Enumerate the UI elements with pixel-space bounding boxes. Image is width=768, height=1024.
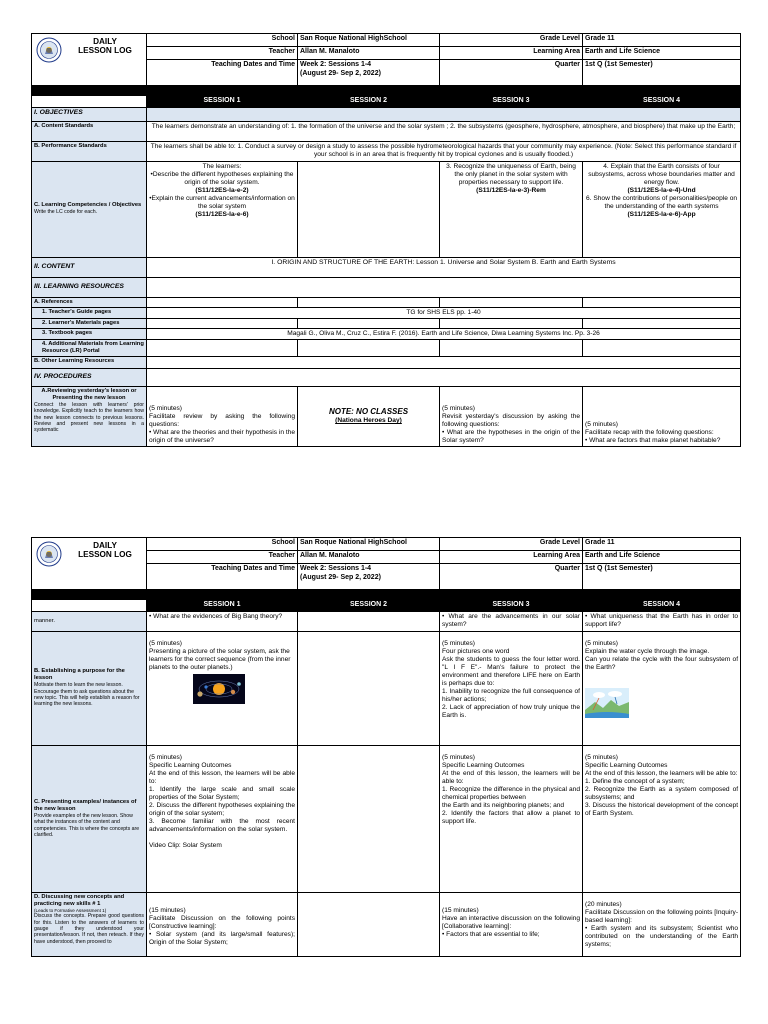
- header-table-2: [31, 537, 741, 590]
- discuss-session-3: [440, 892, 583, 956]
- title-line1: DAILY: [93, 37, 117, 46]
- school-value: San Roque National HighSchool: [298, 34, 440, 47]
- dates-line1: Week 2: Sessions 1-4: [300, 61, 372, 68]
- discuss-session-1: [147, 892, 298, 956]
- ex-s1-a: (5 minutes): [149, 753, 182, 761]
- purpose-session-2: [298, 631, 440, 745]
- purpose-s1-a: (5 minutes): [149, 639, 182, 647]
- session-3-header: SESSION 3: [440, 600, 583, 612]
- ex-s1-f: 3. Become familiar with the most recent advancements/information on the solar system.: [149, 817, 295, 833]
- purpose-label: [32, 631, 147, 745]
- purpose-session-4: [583, 631, 741, 745]
- purpose-s3-c: Ask the students to guess the four letter word. "L I F E".- Man's failure to protect the environment and therefore LIFE here on Earth is perhaps due to:: [442, 655, 580, 687]
- area-value: Earth and Life Science: [583, 47, 741, 60]
- ex-s1-g: Video Clip: Solar System: [149, 841, 222, 849]
- content-standards-text: The learners demonstrate an understanding of: 1. the formation of the universe and the solar system ; 2. the subsystems (geosphere, hydrosphere, atmosphere, and biosphere) that make up the Earth;: [147, 121, 741, 141]
- divider-bar: [32, 87, 741, 96]
- dates-value: [298, 564, 440, 590]
- ex-s3-d: 1. Recognize the difference in the physical and chemical properties between: [442, 785, 580, 801]
- content-text: I. ORIGIN AND STRUCTURE OF THE EARTH: Lesson 1. Universe and Solar System B. Earth and Earth Systems: [147, 257, 741, 277]
- teacher-label: Teacher: [147, 47, 298, 60]
- discuss-session-4: [583, 892, 741, 956]
- continued-s4: • What uniqueness that the Earth has in order to support life?: [583, 611, 741, 631]
- title-line2: LESSON LOG: [78, 46, 132, 56]
- dates-label: Teaching Dates and Time: [147, 564, 298, 590]
- ex-s3-b: Specific Learning Outcomes: [442, 761, 525, 769]
- lc-s4-c: 6. Show the contributions of personalities/people on the understanding of the earth systems: [586, 194, 738, 210]
- examples-sub-text: Provide examples of the new lesson. Show what the instances of the content and competencies. This is where the concepts are clarified.: [34, 812, 140, 838]
- textbook-label: 3. Textbook pages: [32, 328, 147, 339]
- lr-s4: [583, 339, 741, 356]
- header-table: [31, 33, 741, 86]
- discuss-tag-text: (Leads to Formative Assessment 1): [34, 907, 107, 913]
- ref-s4: [583, 297, 741, 307]
- purpose-s1-b: Presenting a picture of the solar system, ask the learners for the correct sequence (from the inner planets to the outer planets.): [149, 647, 291, 671]
- disc-s1-c: • Solar system (and its large/small features); Origin of the Solar System;: [149, 930, 295, 946]
- purpose-s3-a: (5 minutes): [442, 639, 475, 647]
- lc-s3-b: (S11/12ES-Ia-e-3)-Rem: [476, 186, 546, 194]
- quarter-label: Quarter: [440, 564, 583, 590]
- lesson-table-2: [31, 590, 741, 957]
- lc-session-1: [147, 161, 298, 257]
- quarter-value: 1st Q (1st Semester): [583, 60, 741, 86]
- ex-s1-b: Specific Learning Outcomes: [149, 761, 232, 769]
- procedures-fill: [147, 368, 741, 386]
- session-header-blank: [32, 600, 147, 612]
- holiday-note: (Nationa Heroes Day): [335, 417, 402, 425]
- purpose-s4-c: Can you relate the cycle with the four subsystem of the Earth?: [585, 655, 739, 671]
- disc-s3-c: • Factors that are essential to life;: [442, 930, 540, 938]
- review-session-4: [583, 386, 741, 446]
- ref-s2: [298, 297, 440, 307]
- performance-standards-label: B. Performance Standards: [32, 141, 147, 161]
- other-resources-label: B. Other Learning Resources: [32, 356, 147, 368]
- deped-seal-icon: [36, 541, 62, 567]
- ref-s1: [147, 297, 298, 307]
- ex-s4-a: (5 minutes): [585, 753, 618, 761]
- ex-s4-d: 1. Define the concept of a system;: [585, 777, 685, 785]
- tg-label: 1. Teacher's Guide pages: [32, 307, 147, 318]
- session-header-blank: [32, 96, 147, 108]
- session-4-header: SESSION 4: [583, 96, 741, 108]
- examples-session-2: [298, 745, 440, 892]
- examples-label-text: C. Presenting examples/ instances of the new lesson: [34, 798, 137, 812]
- lr-portal-label: 4. Additional Materials from Learning Resource (LR) Portal: [32, 339, 147, 356]
- content-standards-label: A. Content Standards: [32, 121, 147, 141]
- lc-s1-c: (S11/12ES-Ia-e-2): [195, 186, 249, 194]
- disc-s3-b: Have an interactive discussion on the following [Collaborative learning]:: [442, 914, 580, 930]
- review-sub-text: Connect the lesson with learners' prior knowledge. Explicitly teach to the learners how the new lesson connects to previous lessons. Review and present new lessons in a systematic: [34, 401, 144, 434]
- grade-value: Grade 11: [583, 538, 741, 551]
- session-2-header: SESSION 2: [298, 96, 440, 108]
- lm-s4: [583, 318, 741, 328]
- discuss-label-text: D. Discussing new concepts and practicing new skills # 1: [34, 893, 125, 907]
- procedures-heading: IV. PROCEDURES: [32, 368, 147, 386]
- title-line2: LESSON LOG: [78, 550, 132, 560]
- ex-s1-c: At the end of this lesson, the learners will be able to:: [149, 769, 295, 785]
- review-session-2: [298, 386, 440, 446]
- learning-resources-heading: III. LEARNING RESOURCES: [32, 277, 147, 297]
- purpose-s3-b: Four pictures one word: [442, 647, 510, 655]
- school-label: School: [147, 34, 298, 47]
- manner-cell: manner.: [32, 611, 147, 631]
- lc-s4-d: (S11/12ES-Ia-e-6)-App: [627, 210, 696, 218]
- area-label: Learning Area: [440, 47, 583, 60]
- ex-s3-c: At the end of this lesson, the learners will be able to:: [442, 769, 580, 785]
- lm-s2: [298, 318, 440, 328]
- solar-system-image: [193, 674, 245, 704]
- divider-bar: [32, 591, 741, 600]
- learning-competencies-label: [32, 161, 147, 257]
- dates-value: [298, 60, 440, 86]
- lm-label: 2. Learner's Materials pages: [32, 318, 147, 328]
- ex-s4-b: Specific Learning Outcomes: [585, 761, 668, 769]
- content-heading: II. CONTENT: [32, 257, 147, 277]
- disc-s1-a: (15 minutes): [149, 906, 186, 914]
- session-2-header: SESSION 2: [298, 600, 440, 612]
- examples-label: [32, 745, 147, 892]
- objectives-fill: [147, 107, 741, 121]
- review-s4-b: Facilitate recap with the following questions:: [585, 428, 714, 436]
- disc-s4-a: (20 minutes): [585, 900, 622, 908]
- lesson-log-page-2: [31, 537, 740, 957]
- continued-s1: • What are the evidences of Big Bang theory?: [147, 611, 298, 631]
- quarter-label: Quarter: [440, 60, 583, 86]
- review-s4-a: (5 minutes): [585, 420, 618, 428]
- other-resources-fill: [147, 356, 741, 368]
- ex-s4-f: 3. Discuss the historical development of the concept of Earth System.: [585, 801, 739, 817]
- session-1-header: SESSION 1: [147, 600, 298, 612]
- ex-s1-e: 2. Discuss the different hypotheses explaining the origin of the solar system;: [149, 801, 295, 817]
- dates-line1: Week 2: Sessions 1-4: [300, 565, 372, 572]
- area-value: Earth and Life Science: [583, 551, 741, 564]
- disc-s4-b: Facilitate Discussion on the following points [Inquiry-based learning]:: [585, 908, 739, 924]
- lc-s1-e: (S11/12ES-Ia-e-6): [195, 210, 249, 218]
- disc-s4-c: • Earth system and its subsystem; Scientist who contributed on the understanding of the Earth systems;: [585, 924, 739, 948]
- examples-session-1: [147, 745, 298, 892]
- textbook-text: Magali G., Oliva M., Cruz C., Estira F. (2016). Earth and Life Science, Diwa Learning Systems Inc. Pp. 3-26: [147, 328, 741, 339]
- lr-s1: [147, 339, 298, 356]
- lc-label-text: C. Learning Competencies / Objectives: [34, 202, 142, 209]
- review-session-1: [147, 386, 298, 446]
- deped-seal-cell-2: [32, 538, 147, 590]
- lr-s3: [440, 339, 583, 356]
- lc-s4-a: 4. Explain that the Earth consists of four subsystems, across whose boundaries matter and energy flow.: [588, 162, 735, 186]
- dates-label: Teaching Dates and Time: [147, 60, 298, 86]
- teacher-label: Teacher: [147, 551, 298, 564]
- purpose-label-text: B. Establishing a purpose for the lesson: [34, 668, 125, 682]
- disc-s3-a: (15 minutes): [442, 906, 479, 914]
- lm-s3: [440, 318, 583, 328]
- session-3-header: SESSION 3: [440, 96, 583, 108]
- examples-session-4: [583, 745, 741, 892]
- area-label: Learning Area: [440, 551, 583, 564]
- water-cycle-image: [585, 688, 629, 718]
- school-value: San Roque National HighSchool: [298, 538, 440, 551]
- references-label: A. References: [32, 297, 147, 307]
- purpose-sub-text: Motivate them to learn the new lesson. Encourage them to ask questions about the new topic. This will help establish a reason for learning the new lessons.: [34, 682, 140, 708]
- teacher-value: Allan M. Manaloto: [298, 551, 440, 564]
- purpose-s4-b: Explain the water cycle through the image.: [585, 647, 710, 655]
- objectives-heading: I. OBJECTIVES: [32, 107, 147, 121]
- ex-s4-e: 2. Recognize the Earth as a system composed of subsystems; and: [585, 785, 739, 801]
- review-label-text: A.Reviewing yesterday's lesson or Presenting the new lesson: [41, 387, 137, 401]
- lesson-log-page-1: [31, 33, 740, 447]
- school-label: School: [147, 538, 298, 551]
- review-s1-a: (5 minutes): [149, 404, 182, 412]
- teacher-value: Allan M. Manaloto: [298, 47, 440, 60]
- ex-s4-c: At the end of this lesson, the learners will be able to:: [585, 769, 738, 777]
- lc-s1-d: •Explain the current advancements/information on the solar system: [149, 194, 295, 210]
- review-s1-b: Facilitate review by asking the following questions:: [149, 412, 295, 428]
- continued-s3: • What are the advancements in our solar system?: [440, 611, 583, 631]
- purpose-s3-e: 2. Lack of appreciation of how truly unique the Earth is.: [442, 703, 580, 719]
- review-label: [32, 386, 147, 446]
- grade-label: Grade Level: [440, 34, 583, 47]
- lesson-table: [31, 86, 741, 447]
- examples-session-3: [440, 745, 583, 892]
- ref-s3: [440, 297, 583, 307]
- discuss-label: [32, 892, 147, 956]
- review-s3-b: Revisit yesterday's discussion by asking the following questions:: [442, 412, 580, 428]
- discuss-sub-text: Discuss the concepts. Prepare good questions for this. Listen to the answers of learners to gauge if they understood your presentation/lesson. If not, then reteach. If they have understood, then proceed to: [34, 913, 144, 945]
- dates-line2: (August 29- Sep 2, 2022): [300, 573, 381, 581]
- session-4-header: SESSION 4: [583, 600, 741, 612]
- deped-seal-icon: [36, 37, 62, 63]
- disc-s1-b: Facilitate Discussion on the following points [Constructive learning]:: [149, 914, 295, 930]
- lc-s4-b: (S11/12ES-Ia-e-4)-Und: [627, 186, 696, 194]
- lc-sub-text: Write the LC code for each.: [34, 209, 98, 216]
- discuss-session-2: [298, 892, 440, 956]
- purpose-s4-a: (5 minutes): [585, 639, 618, 647]
- ex-s1-d: 1. Identify the large scale and small scale properties of the Solar System;: [149, 785, 295, 801]
- purpose-session-1: [147, 631, 298, 745]
- session-1-header: SESSION 1: [147, 96, 298, 108]
- review-s3-c: • What are the hypotheses in the origin of the Solar system?: [442, 428, 580, 444]
- learning-resources-fill: [147, 277, 741, 297]
- title-line1: DAILY: [93, 541, 117, 550]
- review-s4-c: • What are factors that make planet habitable?: [585, 436, 721, 444]
- ex-s3-f: 2. Identify the factors that allow a planet to support life.: [442, 809, 580, 825]
- review-s1-c: • What are the theories and their hypothesis in the origin of the universe?: [149, 428, 295, 444]
- grade-value: Grade 11: [583, 34, 741, 47]
- lc-session-2: [298, 161, 440, 257]
- quarter-value: 1st Q (1st Semester): [583, 564, 741, 590]
- tg-text: TG for SHS ELS pp. 1-40: [147, 307, 741, 318]
- review-session-3: [440, 386, 583, 446]
- lc-s1-b: •Describe the different hypotheses explaining the origin of the solar system.: [150, 170, 294, 186]
- no-classes-note: NOTE: NO CLASSES: [328, 407, 409, 417]
- ex-s3-e: the Earth and its neighboring planets; and: [442, 801, 565, 809]
- lm-s1: [147, 318, 298, 328]
- lr-s2: [298, 339, 440, 356]
- purpose-session-3: [440, 631, 583, 745]
- performance-standards-text: The learners shall be able to: 1. Conduct a survey or design a study to assess the possible hydrometeorological hazards that your community may experience. (Note: Select this performance standard if your school is in an area that is frequently hit by tropical cyclones and is usually flooded.): [147, 141, 741, 161]
- ex-s3-a: (5 minutes): [442, 753, 475, 761]
- dates-line2: (August 29- Sep 2, 2022): [300, 69, 381, 77]
- purpose-s3-d: 1. Inability to recognize the full consequence of his/her actions;: [442, 687, 580, 703]
- review-s3-a: (5 minutes): [442, 404, 475, 412]
- deped-seal-cell: [32, 34, 147, 86]
- lc-session-4: [583, 161, 741, 257]
- lc-s1-a: The learners:: [202, 162, 242, 170]
- continued-s2: [298, 611, 440, 631]
- lc-session-3: [440, 161, 583, 257]
- lc-s3-a: 3. Recognize the uniqueness of Earth, being the only planet in the solar system with properties necessary to support life.: [446, 162, 576, 186]
- grade-label: Grade Level: [440, 538, 583, 551]
